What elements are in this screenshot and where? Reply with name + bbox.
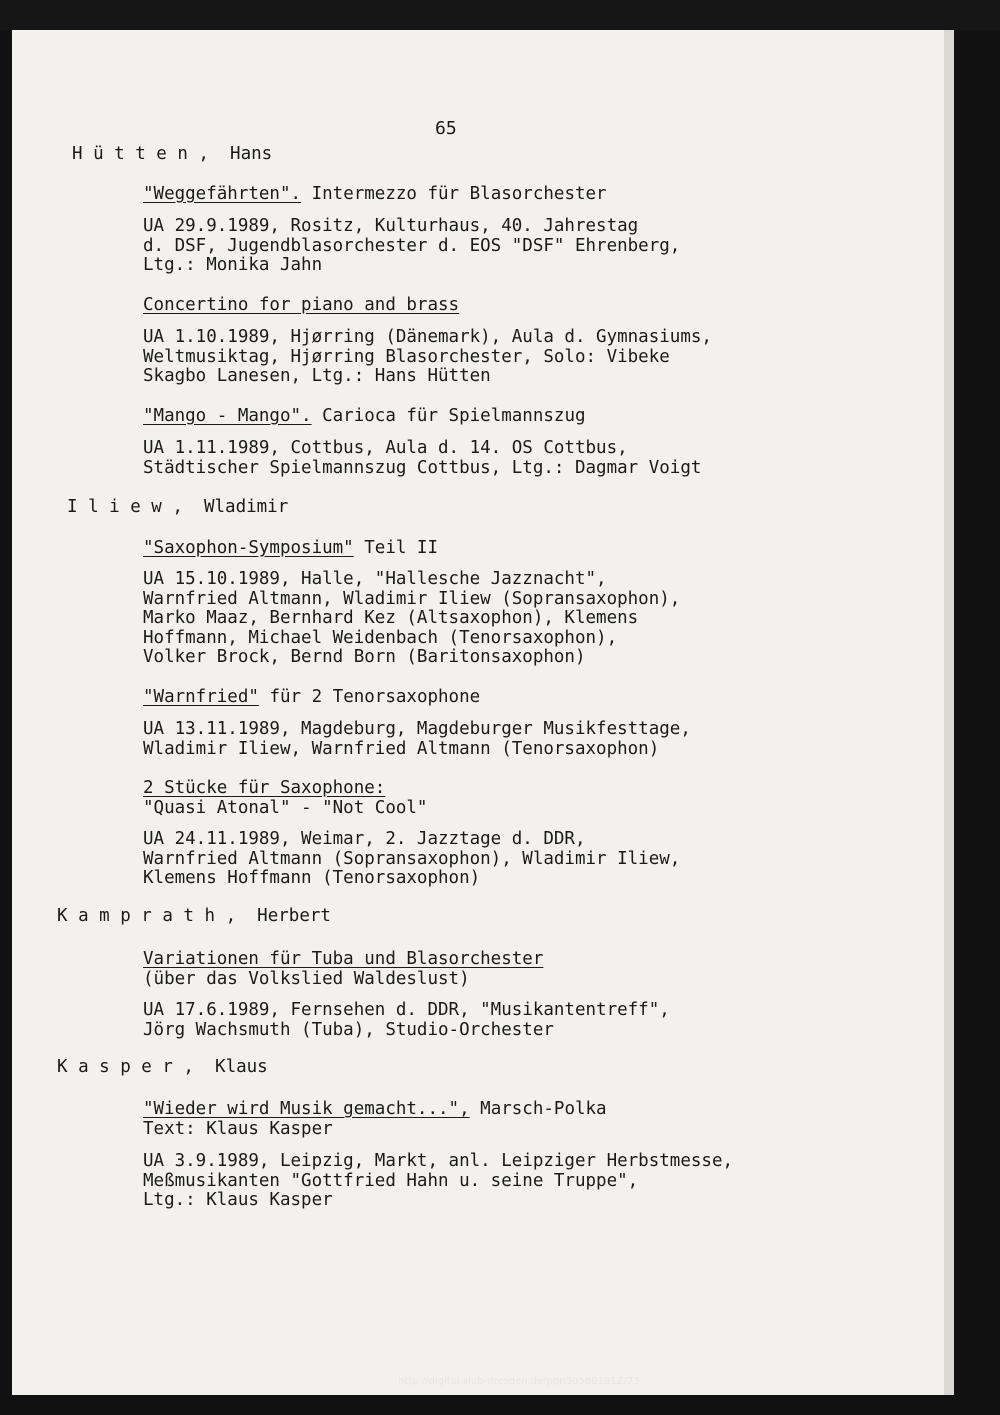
work-title [143,1100,607,1139]
work-title-underlined: "Wieder wird Musik gemacht...", [143,1099,470,1119]
work-title [143,688,480,708]
document-page [12,30,944,1395]
work-title-rest: Carioca für Spielmannszug [311,406,586,426]
scan-top-border [0,0,1000,30]
work-title-underlined: "Warnfried" [143,687,259,707]
detail-line: Jörg Wachsmuth (Tuba), Studio-Orchester [143,1019,554,1040]
work-title-underlined: 2 Stücke für Saxophone: [143,778,386,798]
work-title [143,296,459,316]
detail-line: Städtischer Spielmannszug Cottbus, Ltg.: Dagmar Voigt [143,457,702,478]
page-number: 65 [435,118,457,139]
detail-line: Volker Brock, Bernd Born (Baritonsaxophon) [143,647,586,667]
premiere-details [143,830,680,889]
work-title-underlined: "Mango - Mango". [143,406,312,426]
detail-line: Marko Maaz, Bernhard Kez (Altsaxophon), Klemens [143,608,639,628]
detail-line: UA 29.9.1989, Rositz, Kulturhaus, 40. Jahrestag [143,216,639,236]
work-title [143,407,586,427]
work-subtitle: (über das Volkslied Waldeslust) [143,968,470,989]
work-title-rest: für 2 Tenorsaxophone [258,687,481,707]
premiere-details [143,217,680,276]
work-title-rest: Intermezzo für Blasorchester [301,184,607,204]
work-subtitle: Text: Klaus Kasper [143,1118,333,1139]
work-title [143,185,607,205]
scan-page-edge [944,30,954,1395]
detail-line: UA 1.10.1989, Hjørring (Dänemark), Aula d. Gymnasiums, [143,327,712,347]
detail-line: Warnfried Altmann, Wladimir Iliew (Sopransaxophon), [143,588,681,609]
detail-line: d. DSF, Jugendblasorchester d. EOS "DSF" Ehrenberg, [143,235,681,256]
detail-line: UA 1.11.1989, Cottbus, Aula d. 14. OS Cottbus, [143,438,628,458]
premiere-details [143,1001,670,1040]
premiere-details [143,570,680,668]
detail-line: Wladimir Iliew, Warnfried Altmann (Tenorsaxophon) [143,738,660,759]
detail-line: UA 15.10.1989, Halle, "Hallesche Jazznacht", [143,569,607,589]
work-title-underlined: "Saxophon-Symposium" [143,538,354,558]
work-title-rest: Marsch-Polka [469,1099,607,1119]
detail-line: UA 3.9.1989, Leipzig, Markt, anl. Leipziger Herbstmesse, [143,1151,734,1171]
composer-name: H ü t t e n , Hans [72,144,273,164]
premiere-details [143,439,701,478]
detail-line: Ltg.: Monika Jahn [143,255,323,275]
detail-line: Meßmusikanten "Gottfried Hahn u. seine Truppe", [143,1170,639,1191]
detail-line: UA 24.11.1989, Weimar, 2. Jazztage d. DDR, [143,829,586,849]
work-title-rest: Teil II [353,538,439,558]
composer-name: K a m p r a t h , Herbert [57,906,331,926]
detail-line: UA 17.6.1989, Fernsehen d. DDR, "Musikantentreff", [143,1000,670,1020]
detail-line: Skagbo Lanesen, Ltg.: Hans Hütten [143,366,491,386]
composer-name: I l i e w , Wladimir [67,497,289,517]
work-title-underlined: Variationen für Tuba und Blasorchester [143,949,544,969]
work-title [143,539,438,559]
detail-line: Ltg.: Klaus Kasper [143,1190,333,1210]
work-title-underlined: Concertino for piano and brass [143,295,460,315]
work-title-underlined: "Weggefährten". [143,184,302,204]
detail-line: Klemens Hoffmann (Tenorsaxophon) [143,868,481,888]
work-subtitle: "Quasi Atonal" - "Not Cool" [143,797,428,818]
work-title [143,950,543,989]
premiere-details [143,720,691,759]
source-url: http://digital.slub-dresden.de/ppn30580181Z/73 [398,1376,640,1387]
detail-line: Weltmusiktag, Hjørring Blasorchester, Solo: Vibeke [143,346,670,367]
composer-name: K a s p e r , Klaus [57,1057,268,1077]
work-title [143,779,427,818]
premiere-details [143,1152,733,1211]
detail-line: Warnfried Altmann (Sopransaxophon), Wladimir Iliew, [143,848,681,869]
premiere-details [143,328,712,387]
detail-line: UA 13.11.1989, Magdeburg, Magdeburger Musikfesttage, [143,719,691,739]
detail-line: Hoffmann, Michael Weidenbach (Tenorsaxophon), [143,627,618,648]
